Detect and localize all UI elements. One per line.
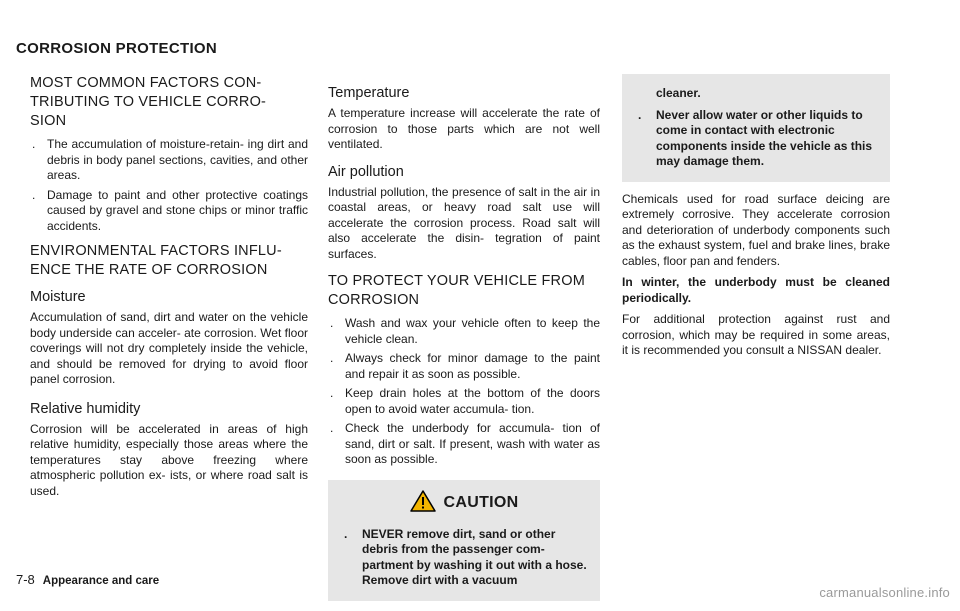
air-pollution-text: Industrial pollution, the presence of salt in the air in coastal areas, or heavy road salt use will accelerate the corrosion process. Road salt will also accelerate the disin- tegration of paint surfaces. bbox=[328, 184, 600, 261]
list-item: . Check the underbody for accumula- tion of sand, dirt or salt. If present, wash with water as soon as possible. bbox=[330, 421, 600, 466]
page-footer bbox=[16, 572, 159, 587]
temperature-text: A temperature increase will accelerate the rate of corrosion to those parts which are not well ventilated. bbox=[328, 106, 600, 151]
list-item: . Damage to paint and other protective coatings caused by gravel and stone chips or minor traffic accidents. bbox=[32, 187, 308, 233]
caution-list-continued bbox=[634, 108, 878, 170]
heading-common-factors: MOST COMMON FACTORS CON- TRIBUTING TO VEHICLE CORRO- SION bbox=[30, 75, 267, 129]
column-middle bbox=[328, 74, 600, 601]
humidity-text: Corrosion will be accelerated in areas of high relative humidity, especially those areas where the temperatures stay above freezing where atmospheric pollution ex- ists, or where road salt is used. bbox=[30, 421, 308, 498]
additional-protection-text: For additional protection against rust and corrosion, which may be required in some areas, it is recommended you consult a NISSAN dealer. bbox=[622, 312, 890, 357]
heading-protect-vehicle: TO PROTECT YOUR VEHICLE FROM CORROSION bbox=[328, 273, 585, 308]
protect-list bbox=[328, 316, 600, 468]
list-item: . NEVER remove dirt, sand or other debris from the passenger com- partment by washing it out with a hose. Remove dirt with a vacuum bbox=[344, 526, 587, 587]
common-factors-list bbox=[30, 137, 308, 234]
winter-text: In winter, the underbody must be cleaned periodically. bbox=[622, 275, 890, 305]
caution-list bbox=[340, 527, 588, 589]
warning-triangle-icon bbox=[410, 490, 436, 517]
list-item: . Never allow water or other liquids to come in contact with electronic components inside the vehicle as this may damage them. bbox=[638, 107, 873, 168]
page-number: 7-8 bbox=[16, 572, 35, 587]
page-title: CORROSION PROTECTION bbox=[16, 40, 218, 57]
heading-relative-humidity: Relative humidity bbox=[30, 400, 141, 417]
heading-temperature: Temperature bbox=[328, 85, 410, 101]
chemicals-text: Chemicals used for road surface deicing are extremely corrosive. They accelerate corrosion and deterioration of underbody components such as the exhaust system, fuel and brake lines, brake cables, floor pan and fenders. bbox=[622, 191, 890, 268]
heading-environmental-factors: ENVIRONMENTAL FACTORS INFLU- ENCE THE RATE OF CORROSION bbox=[30, 243, 282, 278]
moisture-text: Accumulation of sand, dirt and water on the vehicle body underside can acceler- ate corrosion. Wet floor coverings will not dry completely inside the vehicle, and should be removed for drying to avoid floor panel corrosion. bbox=[30, 310, 308, 386]
section-name: Appearance and care bbox=[42, 575, 160, 587]
caution-label: CAUTION bbox=[443, 494, 519, 511]
watermark: carmanualsonline.info bbox=[819, 585, 950, 600]
caution-header bbox=[340, 490, 588, 517]
column-right bbox=[622, 74, 890, 365]
caution-box bbox=[328, 480, 600, 601]
heading-moisture: Moisture bbox=[30, 289, 86, 305]
heading-air-pollution: Air pollution bbox=[328, 163, 404, 180]
caution-box-continued bbox=[622, 74, 890, 182]
list-item: . Keep drain holes at the bottom of the doors open to avoid water accumula- tion. bbox=[330, 386, 600, 416]
list-item: . Wash and wax your vehicle often to keep the vehicle clean. bbox=[330, 316, 600, 346]
column-left bbox=[30, 74, 308, 505]
caution-continued-text: cleaner. bbox=[656, 86, 701, 100]
list-item: . Always check for minor damage to the paint and repair it as soon as possible. bbox=[330, 351, 600, 381]
list-item: . The accumulation of moisture-retain- ing dirt and debris in body panel sections, cavities, and other areas. bbox=[32, 137, 308, 182]
